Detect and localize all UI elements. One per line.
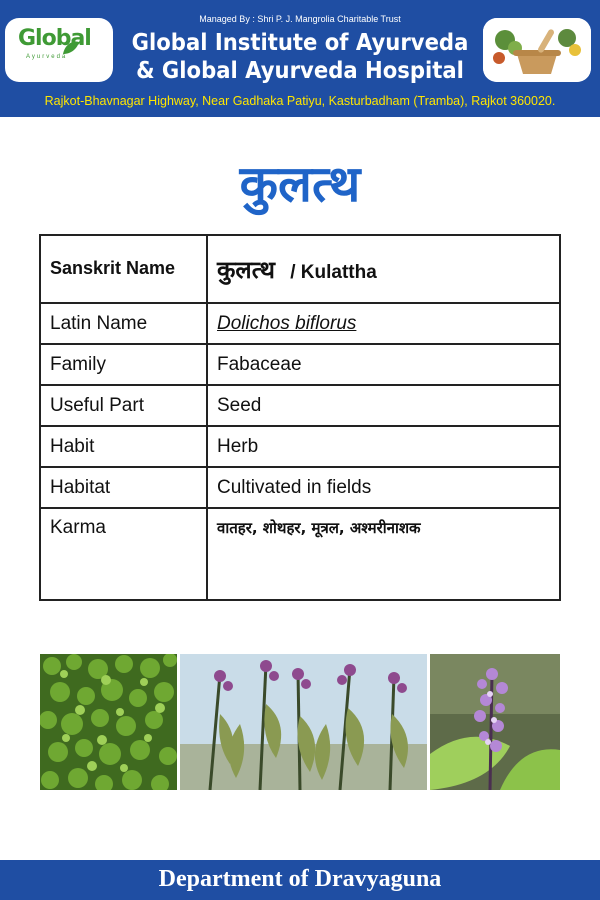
table-row bbox=[40, 385, 560, 426]
footer-banner bbox=[0, 860, 600, 900]
sanskrit-name-label: Sanskrit Name bbox=[50, 258, 176, 278]
hospital-title: & Global Ayurveda Hospital bbox=[136, 58, 464, 84]
table-row bbox=[40, 344, 560, 385]
table-row bbox=[40, 303, 560, 344]
institute-title: Global Institute of Ayurveda bbox=[131, 30, 469, 56]
family-value: Fabaceae bbox=[207, 344, 560, 385]
family-label: Family bbox=[40, 344, 207, 385]
habit-label: Habit bbox=[40, 426, 207, 467]
pods-flowers-photo bbox=[180, 654, 427, 790]
herbs-mortar-image bbox=[483, 18, 591, 82]
latin-name-label: Latin Name bbox=[40, 303, 207, 344]
sanskrit-name-roman: / Kulattha bbox=[290, 261, 377, 283]
department-title: Department of Dravyaguna bbox=[158, 866, 442, 892]
field-crop-photo bbox=[40, 654, 177, 790]
purple-flower-photo bbox=[430, 654, 560, 790]
habitat-label: Habitat bbox=[40, 467, 207, 508]
table-row bbox=[40, 426, 560, 467]
plant-info-table bbox=[39, 234, 561, 601]
habitat-value: Cultivated in fields bbox=[207, 467, 560, 508]
karma-value: वातहर, शोथहर, मूत्रल, अश्मरीनाशक bbox=[217, 519, 421, 537]
sanskrit-name-value-cell bbox=[207, 235, 560, 303]
header-banner bbox=[0, 0, 600, 117]
pods-flowers-icon bbox=[180, 654, 427, 790]
table-row bbox=[40, 467, 560, 508]
karma-label: Karma bbox=[40, 508, 207, 600]
purple-flower-icon bbox=[430, 654, 560, 790]
address-text: Rajkot-Bhavnagar Highway, Near Gadhaka Patiyu, Kasturbadham (Tramba), Rajkot 360020. bbox=[44, 94, 556, 108]
useful-part-value: Seed bbox=[207, 385, 560, 426]
logo-subtext: Ayurveda bbox=[26, 54, 68, 60]
sanskrit-name-label-cell bbox=[40, 235, 207, 303]
mortar-herbs-icon bbox=[483, 18, 591, 82]
sanskrit-name-devanagari: कुलत्थ bbox=[217, 255, 275, 284]
latin-name-value-cell bbox=[207, 303, 560, 344]
logo-word: Global bbox=[18, 26, 91, 51]
habit-value: Herb bbox=[207, 426, 560, 467]
field-crop-icon bbox=[40, 654, 177, 790]
page-title: कुलत्थ bbox=[239, 155, 361, 213]
useful-part-label: Useful Part bbox=[40, 385, 207, 426]
table-row bbox=[40, 235, 560, 303]
managed-by-text: Managed By : Shri P. J. Mangrolia Charitable Trust bbox=[199, 14, 401, 24]
karma-value-cell bbox=[207, 508, 560, 600]
table-row bbox=[40, 508, 560, 600]
latin-name-value: Dolichos biflorus bbox=[217, 312, 357, 334]
